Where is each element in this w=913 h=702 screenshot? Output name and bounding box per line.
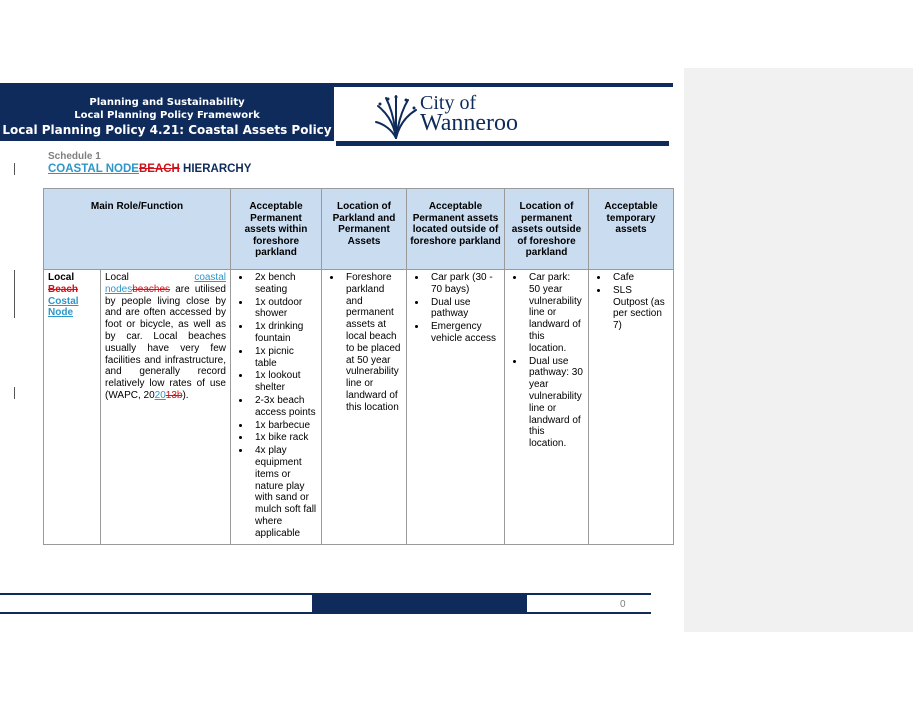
table-row: [44, 270, 674, 545]
cell-assets-outside: [407, 270, 505, 545]
function-inserted: coastal nodes: [105, 272, 226, 295]
header-temporary: Acceptable temporary assets: [589, 189, 674, 270]
list-item: • 4x play equipment items or nature play with sand or mulch soft fall where applicable: [251, 445, 317, 539]
header-location-parkland: Location of Parkland and Permanent Assets: [322, 189, 407, 270]
function-deleted: beaches: [132, 283, 171, 295]
cell-function: [101, 270, 231, 545]
table-header-row: [44, 189, 674, 270]
list-item: • Dual use pathway: [427, 297, 500, 321]
function-text: Local: [105, 272, 195, 283]
list-item: • SLS Outpost (as per section 7): [609, 285, 669, 332]
cell-location-parkland: [322, 270, 407, 545]
role-kept: Local: [48, 272, 75, 283]
list-item: • 2-3x beach access points: [251, 395, 317, 419]
cell-location-outside: [505, 270, 589, 545]
list-item: • Emergency vehicle access: [427, 321, 500, 345]
role-inserted: Costal Node: [48, 295, 79, 319]
logo-name-text: Wanneroo: [420, 110, 519, 136]
header-assets-outside: Acceptable Permanent assets located outside of foreshore parkland: [407, 189, 505, 270]
footer-block: [312, 595, 527, 612]
header-main-role: Main Role/Function: [44, 189, 231, 270]
list-item: • Car park (30 - 70 bays): [427, 272, 500, 296]
change-bar: [14, 270, 15, 318]
header-location-outside: Location of permanent assets outside of foreshore parkland: [505, 189, 589, 270]
role-deleted: Beach: [48, 283, 79, 295]
change-bar: [14, 387, 15, 399]
function-inserted-year: 20: [154, 389, 166, 401]
list-item: • 1x drinking fountain: [251, 321, 317, 345]
page-number: 0: [620, 599, 626, 610]
list-item: • 1x bike rack: [251, 432, 317, 444]
grass-tree-icon: [374, 94, 418, 140]
header-banner: [0, 87, 334, 141]
list-item: • Cafe: [609, 272, 669, 284]
header-framework: Local Planning Policy Framework: [74, 110, 260, 121]
city-logo: [374, 92, 554, 140]
list-item: • Foreshore parkland and permanent assets at local beach to be placed at 50 year vulnerability line or landward of this location: [342, 272, 402, 414]
cell-temporary: [589, 270, 674, 545]
list-item: • 2x bench seating: [251, 272, 317, 296]
list-item: • Dual use pathway: 30 year vulnerability line or landward of this location.: [525, 356, 584, 450]
schedule-label: Schedule 1: [48, 151, 101, 162]
cell-role: [44, 270, 101, 545]
list-item: • Car park: 50 year vulnerability line or landward of this location.: [525, 272, 584, 355]
cell-assets-within: [231, 270, 322, 545]
list-item: • 1x outdoor shower: [251, 297, 317, 321]
list-item: • 1x picnic table: [251, 346, 317, 370]
hierarchy-table: [43, 188, 674, 545]
side-panel: [684, 68, 913, 632]
header-assets-within: Acceptable Permanent assets within foreshore parkland: [231, 189, 322, 270]
list-item: • 1x barbecue: [251, 420, 317, 432]
list-item: • 1x lookout shelter: [251, 370, 317, 394]
title-rest-text: HIERARCHY: [179, 163, 252, 175]
title-inserted-text: COASTAL NODE: [48, 163, 139, 175]
footer-rule-bottom: [0, 612, 651, 614]
logo-city-text: City of: [420, 92, 477, 114]
change-bar: [14, 163, 15, 175]
header-rule-right: [336, 141, 669, 146]
function-text-3: ).: [182, 389, 189, 401]
function-text-2: are utilised by people living close by and are often accessed by foot or bicycle, as well as by car. Local beaches usually have very few facilities and infrastructure, and generally record relatively low rates of use (WAPC, 20: [105, 283, 226, 401]
title-deleted-text: BEACH: [138, 163, 180, 175]
header-department: Planning and Sustainability: [89, 97, 245, 108]
schedule-title: [48, 163, 251, 175]
function-deleted-year: 13b: [165, 389, 183, 401]
header-policy-title: Local Planning Policy 4.21: Coastal Assets Policy: [2, 123, 332, 137]
